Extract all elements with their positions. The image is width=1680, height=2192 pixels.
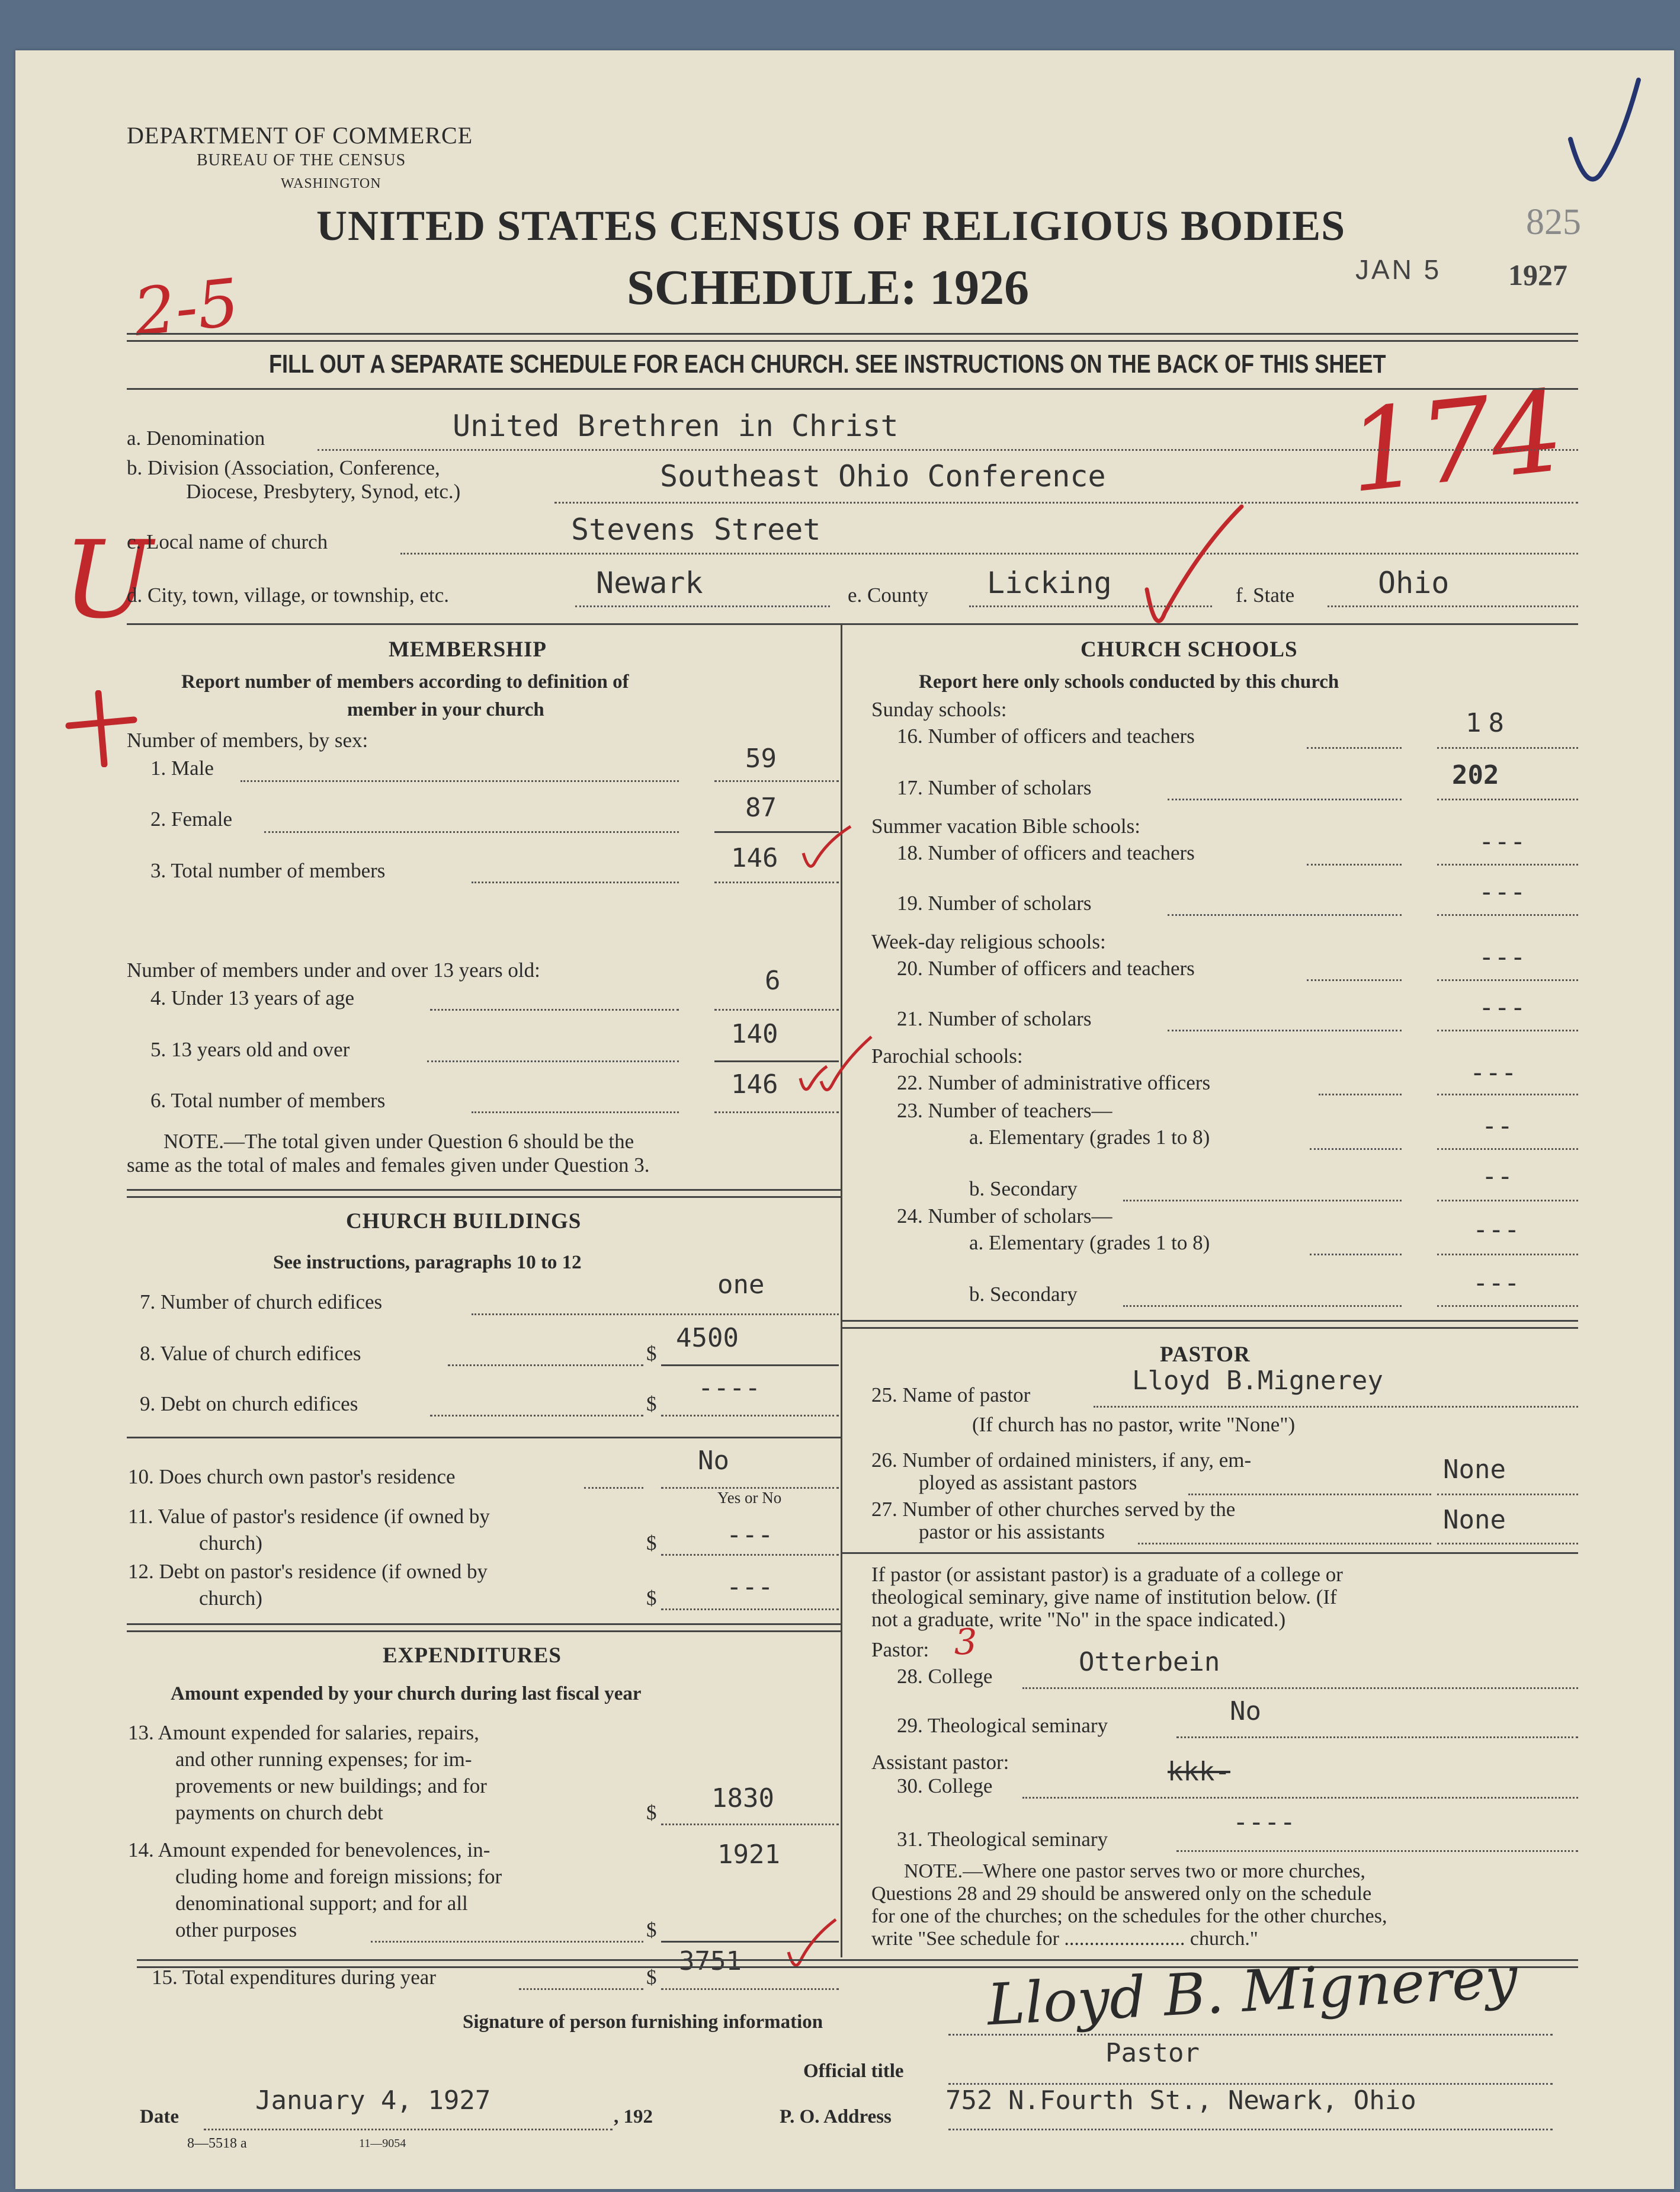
members-by-sex-label: Number of members, by sex: [127,729,368,752]
expenditures-intro: Amount expended by your church during last fiscal year [171,1683,642,1704]
q13-label-line3: provements or new buildings; and for [175,1774,487,1797]
q12-label-line2: church) [199,1587,262,1610]
census-schedule-sheet [15,50,1674,2189]
department-label: DEPARTMENT OF COMMERCE [127,122,473,149]
q29-seminary-value: No [1230,1696,1261,1726]
dollar-sign: $ [646,1342,657,1365]
q14-benevolences-value: 1921 [717,1840,780,1870]
q3-label: 3. Total number of members [150,859,386,882]
date-value: January 4, 1927 [255,2085,491,2116]
q26-label-line2: ployed as assistant pastors [919,1471,1137,1494]
dollar-sign: $ [646,1918,657,1941]
county-label: e. County [848,584,929,607]
q7-edifices-value: one [717,1270,765,1300]
q23b-label: b. Secondary [969,1177,1078,1200]
pastor-note-line4: write "See schedule for ........................ church." [871,1928,1258,1950]
q30-college-value: kkk- [1168,1757,1230,1787]
graduate-note-line2: theological seminary, give name of institution below. (If [871,1585,1337,1608]
expenditures-heading: EXPENDITURES [383,1643,562,1668]
official-title-label: Official title [803,2060,904,2082]
q31-label: 31. Theological seminary [897,1828,1108,1851]
membership-intro-line1: Report number of members according to definition of [181,671,629,693]
q6-total-value: 146 [731,1069,778,1100]
date-suffix: , 192 [614,2106,653,2127]
local-name-value: Stevens Street [571,512,821,547]
print-number: 11—9054 [359,2137,406,2150]
q19-label: 19. Number of scholars [897,892,1092,915]
received-stamp-year: 1927 [1508,258,1567,291]
church-buildings-heading: CHURCH BUILDINGS [346,1209,582,1233]
blue-check-mark [1567,74,1644,187]
pastor-signature: Lloyd B. Mignerey [985,1944,1519,2039]
denomination-value: United Brethren in Christ [453,409,899,443]
q17-sunday-scholars-value: 202 [1452,760,1499,790]
handwritten-margin-letter: U [63,518,153,642]
q9-label: 9. Debt on church edifices [140,1392,358,1415]
q16-label: 16. Number of officers and teachers [897,725,1195,748]
pastor-note-line1: NOTE.—Where one pastor serves two or more churches, [904,1860,1365,1882]
received-stamp-date: JAN 5 [1355,254,1442,285]
q28-label: 28. College [897,1665,993,1688]
q28-college-value: Otterbein [1079,1647,1220,1677]
q17-label: 17. Number of scholars [897,776,1092,799]
membership-intro-line2: member in your church [347,699,544,720]
q1-male-value: 59 [745,744,777,774]
q23a-elementary-teachers-value: -- [1482,1111,1513,1141]
q23-label: 23. Number of teachers— [897,1099,1112,1122]
q30-label: 30. College [897,1774,993,1797]
q18-label: 18. Number of officers and teachers [897,841,1195,864]
handwritten-pastor-mark: 3 [954,1621,977,1663]
division-value: Southeast Ohio Conference [660,459,1106,493]
date-label: Date [140,2106,179,2127]
q3-total-value: 146 [731,843,778,873]
church-schools-heading: CHURCH SCHOOLS [1081,637,1298,662]
weekday-schools-label: Week-day religious schools: [871,930,1106,953]
q5-label: 5. 13 years old and over [150,1038,350,1061]
q16-sunday-officers-value: 18 [1466,708,1511,738]
buildings-intro: See instructions, paragraphs 10 to 12 [273,1252,582,1273]
membership-heading: MEMBERSHIP [389,637,547,662]
pastor-note-line3: for one of the churches; on the schedules for the other churches, [871,1905,1387,1927]
q24b-label: b. Secondary [969,1283,1078,1306]
q24-label: 24. Number of scholars— [897,1204,1112,1228]
dollar-sign: $ [646,1531,657,1555]
q27-other-churches-value: None [1443,1505,1506,1535]
separate-schedule-instruction: FILL OUT A SEPARATE SCHEDULE FOR EACH CHURCH. SEE INSTRUCTIONS ON THE BACK OF THIS SHEET [269,350,1386,379]
dollar-sign: $ [646,1966,657,1989]
membership-note-line1: NOTE.—The total given under Question 6 should be the [163,1130,634,1153]
q7-label: 7. Number of church edifices [140,1290,383,1313]
q1-label: 1. Male [150,757,214,780]
vacation-schools-label: Summer vacation Bible schools: [871,815,1140,838]
q25-hint: (If church has no pastor, write "None") [972,1413,1296,1436]
red-check-mark [800,823,854,877]
q24a-elementary-scholars-value: --- [1473,1214,1520,1245]
q31-seminary-value: ---- [1233,1807,1296,1837]
county-value: Licking [987,566,1112,600]
red-check-mark [1141,501,1259,643]
q12-residence-debt-value: --- [726,1572,774,1602]
q14-label-line4: other purposes [175,1918,297,1941]
pastor-subsection-label: Pastor: [871,1638,929,1661]
age-group-label: Number of members under and over 13 years old: [127,959,540,982]
q27-label-line1: 27. Number of other churches served by the [871,1498,1236,1521]
q14-label-line3: denominational support; and for all [175,1892,468,1915]
q20-label: 20. Number of officers and teachers [897,957,1195,980]
denomination-label: a. Denomination [127,427,265,450]
q22-administrative-officers-value: --- [1470,1057,1517,1088]
q29-label: 29. Theological seminary [897,1714,1108,1737]
q13-label-line4: payments on church debt [175,1801,383,1824]
bureau-label: BUREAU OF THE CENSUS [197,151,406,169]
dollar-sign: $ [646,1801,657,1824]
city-label: WASHINGTON [281,176,381,191]
state-label: f. State [1236,584,1295,607]
q24b-secondary-scholars-value: --- [1473,1268,1520,1298]
dollar-sign: $ [646,1392,657,1415]
membership-note-line2: same as the total of males and females given under Question 3. [127,1153,650,1177]
q5-13-and-over-value: 140 [731,1019,778,1049]
q15-total-expenditures-value: 3751 [679,1946,742,1976]
yes-or-no-hint: Yes or No [717,1489,782,1507]
file-number-stamp: 825 [1526,202,1581,242]
q27-label-line2: pastor or his assistants [919,1520,1105,1543]
q8-label: 8. Value of church edifices [140,1342,361,1365]
q11-residence-value: --- [726,1520,774,1550]
q23a-label: a. Elementary (grades 1 to 8) [969,1126,1210,1149]
q25-label: 25. Name of pastor [871,1383,1031,1406]
q19-vacation-scholars-value: --- [1479,877,1526,907]
graduate-note-line1: If pastor (or assistant pastor) is a graduate of a college or [871,1563,1343,1586]
q12-label-line1: 12. Debt on pastor's residence (if owned by [128,1560,488,1583]
q9-debt-value: ---- [698,1373,761,1403]
schools-intro: Report here only schools conducted by this church [919,671,1339,693]
q15-label: 15. Total expenditures during year [152,1966,436,1989]
form-title: UNITED STATES CENSUS OF RELIGIOUS BODIES [316,202,1346,249]
q26-label-line1: 26. Number of ordained ministers, if any, em- [871,1448,1252,1472]
q20-weekday-officers-value: --- [1479,942,1526,972]
q18-vacation-officers-value: --- [1479,826,1526,857]
q13-label-line2: and other running expenses; for im- [175,1748,472,1771]
q14-label-line2: cluding home and foreign missions; for [175,1865,502,1888]
q2-label: 2. Female [150,807,233,831]
red-double-check-mark [797,1031,874,1102]
division-label-line2: Diocese, Presbytery, Synod, etc.) [186,480,461,503]
pastor-heading: PASTOR [1160,1342,1251,1367]
form-number: 8—5518 a [187,2136,247,2151]
signature-label: Signature of person furnishing information [463,2011,823,2033]
q4-under-13-value: 6 [765,966,781,996]
parochial-schools-label: Parochial schools: [871,1044,1023,1068]
q22-label: 22. Number of administrative officers [897,1071,1211,1094]
q8-edifice-value: 4500 [676,1323,739,1353]
q13-label-line1: 13. Amount expended for salaries, repairs, [128,1721,479,1744]
q26-assistant-pastors-value: None [1443,1454,1506,1485]
local-name-label: c. Local name of church [127,530,328,553]
q14-label-line1: 14. Amount expended for benevolences, in- [128,1838,490,1861]
q25-pastor-name-value: Lloyd B.Mignerey [1132,1366,1383,1396]
q2-female-value: 87 [745,793,777,823]
schedule-title: SCHEDULE: 1926 [627,260,1030,315]
handwritten-code-top-left: 2-5 [130,264,243,351]
city-value: Newark [596,566,703,600]
q23b-secondary-teachers-value: -- [1482,1161,1513,1191]
handwritten-number-top-right: 174 [1342,365,1570,518]
po-address-label: P. O. Address [780,2106,892,2127]
q21-weekday-scholars-value: --- [1479,992,1526,1023]
q11-label-line2: church) [199,1531,262,1555]
q4-label: 4. Under 13 years of age [150,986,355,1010]
po-address-value: 752 N.Fourth St., Newark, Ohio [945,2085,1416,2116]
q6-label: 6. Total number of members [150,1089,386,1112]
q10-residence-value: No [698,1446,729,1476]
assistant-pastor-label: Assistant pastor: [871,1751,1009,1774]
q21-label: 21. Number of scholars [897,1007,1092,1030]
official-title-value: Pastor [1105,2038,1200,2068]
division-label-line1: b. Division (Association, Conference, [127,456,440,479]
graduate-note-line3: not a graduate, write "No" in the space indicated.) [871,1608,1286,1631]
q10-label: 10. Does church own pastor's residence [128,1465,456,1488]
q13-running-expenses-value: 1830 [711,1783,774,1813]
q24a-label: a. Elementary (grades 1 to 8) [969,1231,1210,1254]
state-value: Ohio [1378,566,1450,600]
q11-label-line1: 11. Value of pastor's residence (if owned by [128,1505,490,1528]
sunday-schools-label: Sunday schools: [871,698,1007,721]
dollar-sign: $ [646,1587,657,1610]
city-field-label: d. City, town, village, or township, etc. [127,584,450,607]
pastor-note-line2: Questions 28 and 29 should be answered only on the schedule [871,1883,1372,1905]
